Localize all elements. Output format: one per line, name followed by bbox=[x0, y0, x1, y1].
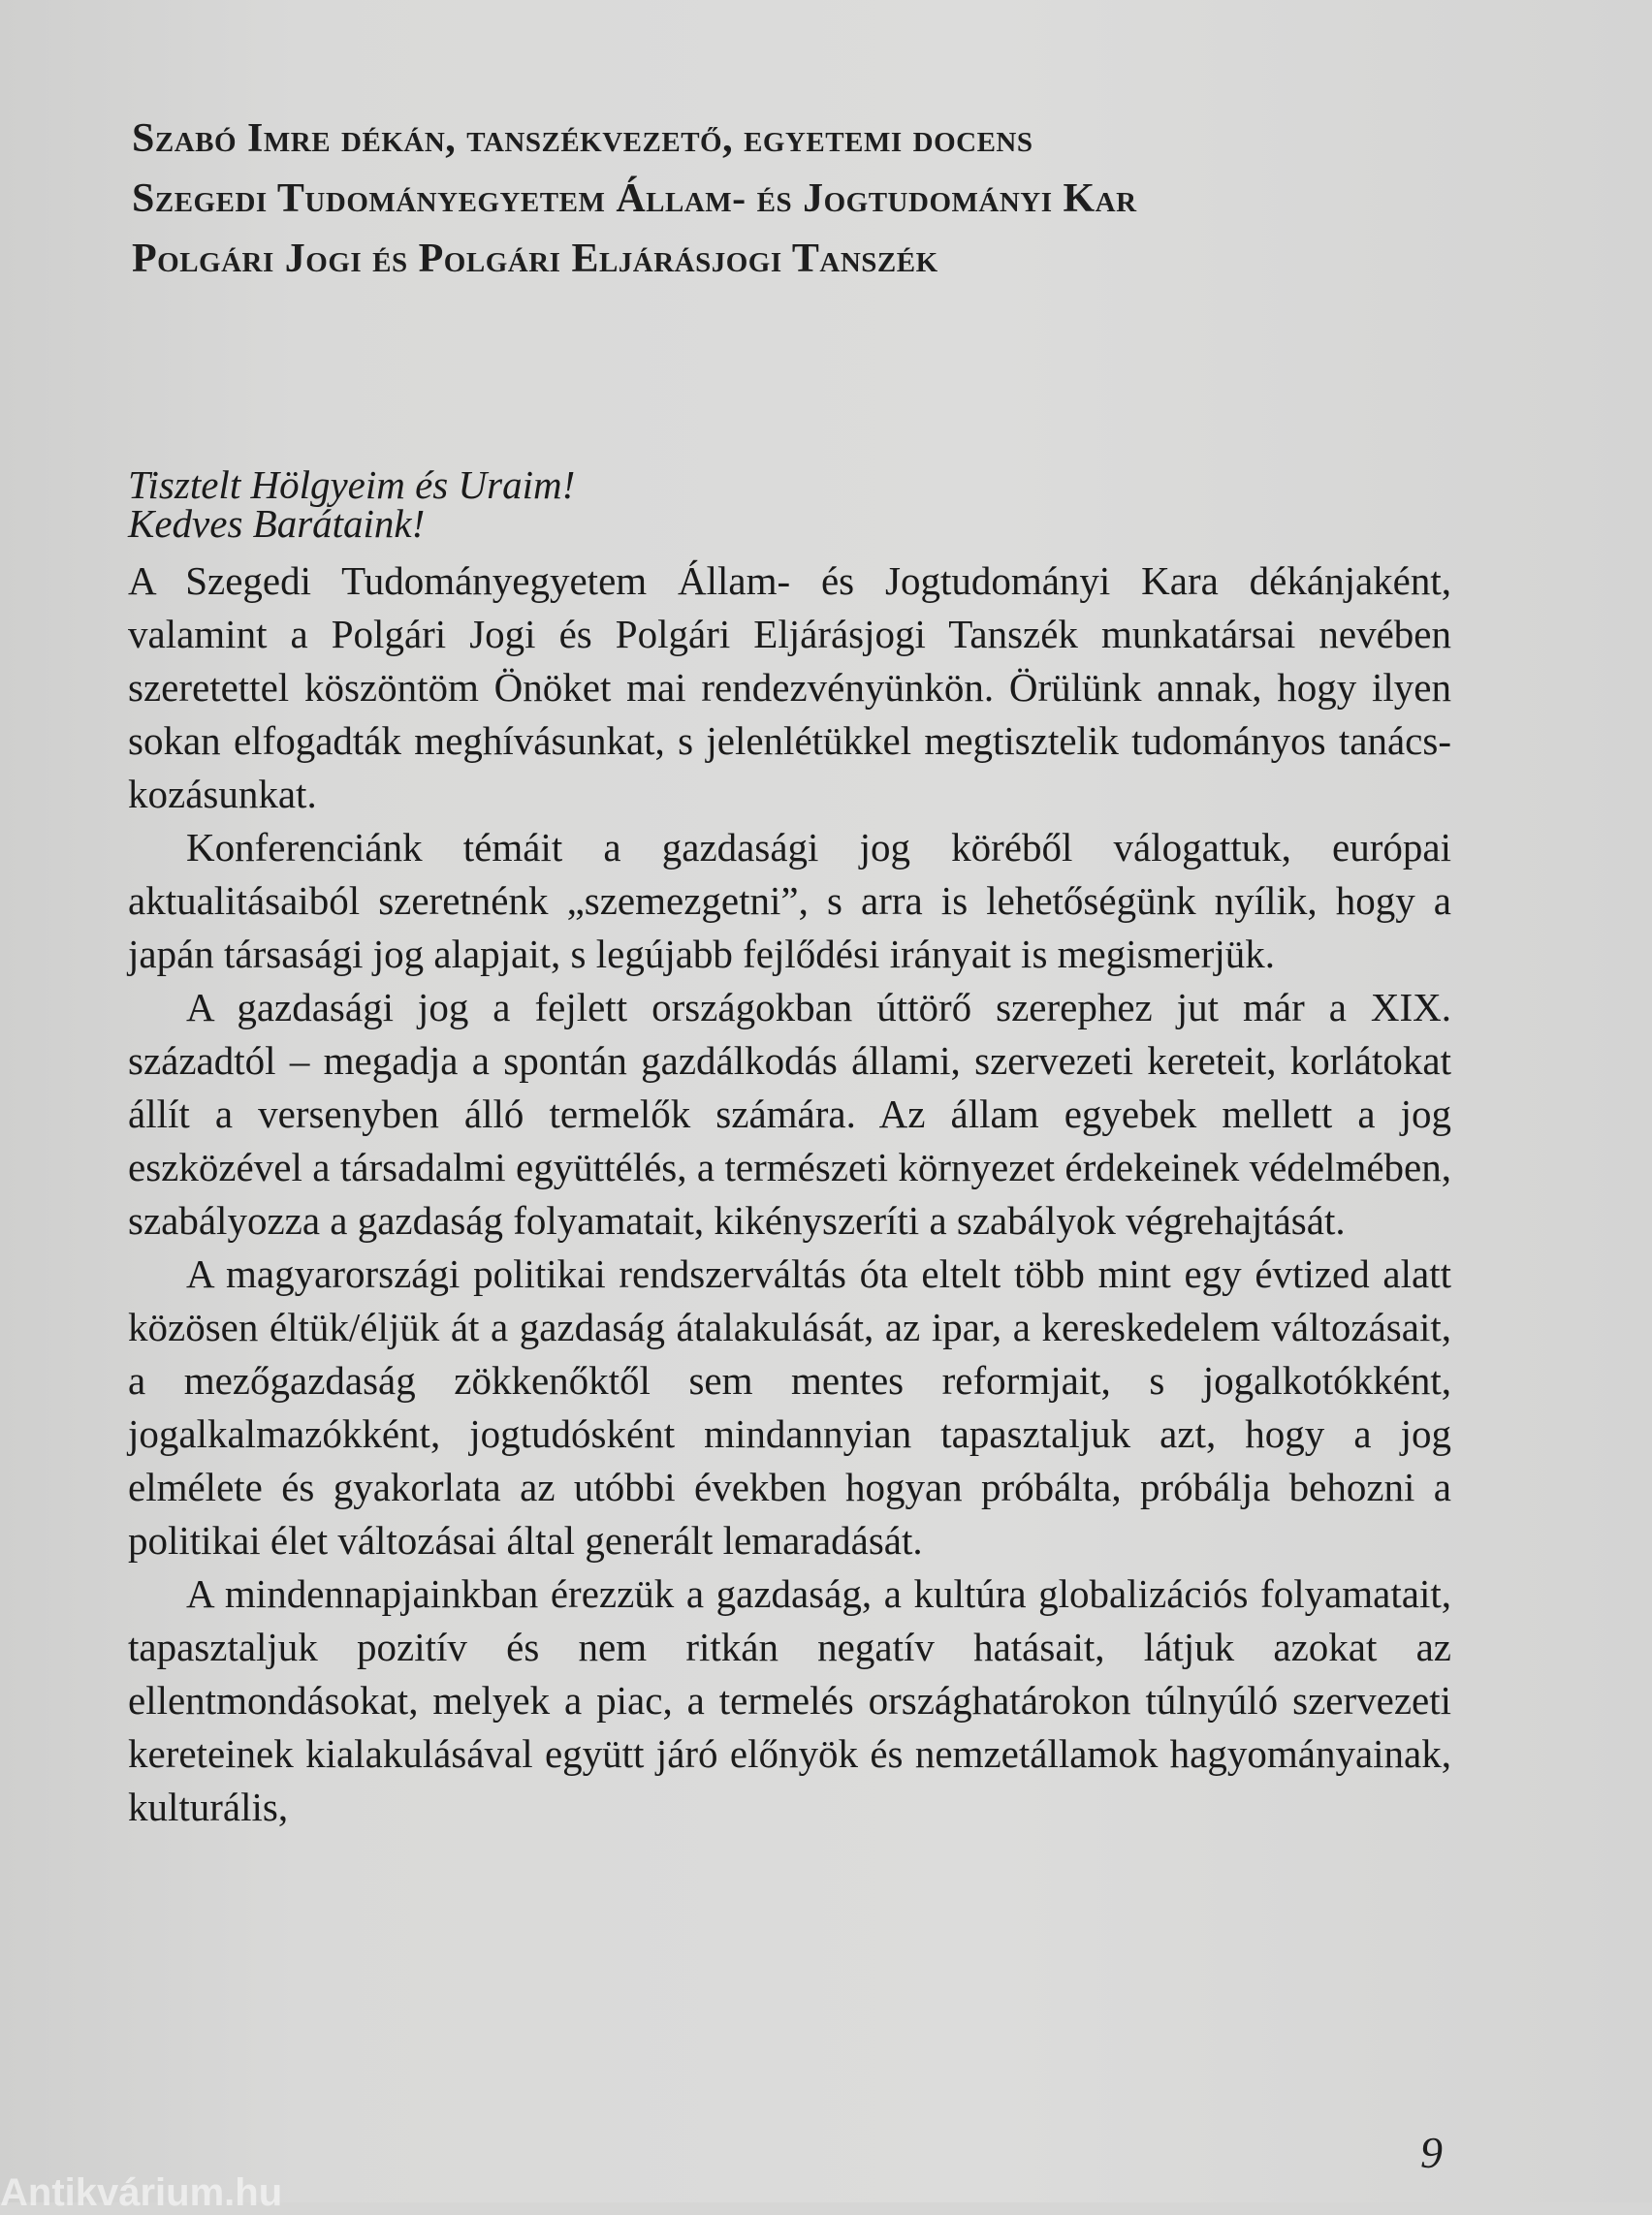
paragraph-3: A gazdasági jog a fejlett országokban úttörő szerephez jut már a XIX. századtól – megadja a spontán gazdálkodás állami, szervezeti kereteit, korlátokat állít a versenyben álló termelők számára. Az állam egyebek mellett a jog eszközével a társadalmi együttélés, a természeti környezet érdekeinek védelmében, szabályozza a gazdaság folyamatait, kikényszeríti a szabályok végrehajtását. bbox=[128, 985, 1451, 1243]
author-header bbox=[132, 109, 1489, 289]
salutation-line-1: Tisztelt Hölgyeim és Uraim! bbox=[128, 462, 576, 507]
paragraph-1: A Szegedi Tudományegyetem Állam- és Jogtudományi Kara dékánjaként, valamint a Polgári Jogi és Polgári Eljárásjogi Tanszék munkatársai nevében szeretettel köszöntöm Önöket mai rendezvényünkön. Örülünk annak, hogy ilyen sokan elfogadták meghívásunkat, s jelenlétükkel megtisztelik tudományos tanácskozásunkat. bbox=[128, 558, 1451, 816]
institution-department: Polgári Jogi és Polgári Eljárásjogi Tanszék bbox=[132, 237, 938, 281]
paragraph-4: A magyarországi politikai rendszerváltás óta eltelt több mint egy évtized alatt közösen éltük/éljük át a gazdaság átalakulását, az ipar, a kereskedelem változásait, a mezőgazdaság zökkenőktől sem mentes reformjait, s jogalkotókként, jogalkalmazókként, jogtudósként mindannyian tapasztaljuk azt, hogy a jog elmélete és gyakorlata az utóbbi években hogyan próbálta, próbálja behozni a politikai élet változásai által generált lemaradását. bbox=[128, 1251, 1451, 1563]
watermark: Antikvárium.hu bbox=[0, 2171, 283, 2214]
paragraph-5: A mindennapjainkban érezzük a gazdaság, a kultúra globalizációs folyamatait, tapasztaljuk pozitív és nem ritkán negatív hatásait, látjuk azokat az ellentmondásokat, melyek a piac, a termelés országhatárokon túlnyúló szervezeti kereteinek kialakulásával együtt járó előnyök és nemzetállamok hagyományainak, kulturális, bbox=[128, 1571, 1451, 1829]
salutation-line-2: Kedves Barátaink! bbox=[128, 501, 426, 546]
paragraph-2: Konferenciánk témáit a gazdasági jog köréből válogattuk, európai aktualitásaiból szeretnénk „szemezgetni”, s arra is lehetőségünk nyílik, hogy a japán társasági jog alapjait, s legújabb fejlődési irányait is megismerjük. bbox=[128, 825, 1451, 976]
institution-faculty: Szegedi Tudományegyetem Állam- és Jogtudományi Kar bbox=[132, 176, 1137, 221]
page-number: 9 bbox=[1420, 2128, 1443, 2177]
page-body bbox=[128, 462, 1451, 1834]
author-name-title: Szabó Imre dékán, tanszékvezető, egyetemi docens bbox=[132, 116, 1033, 161]
salutation bbox=[128, 462, 1451, 546]
